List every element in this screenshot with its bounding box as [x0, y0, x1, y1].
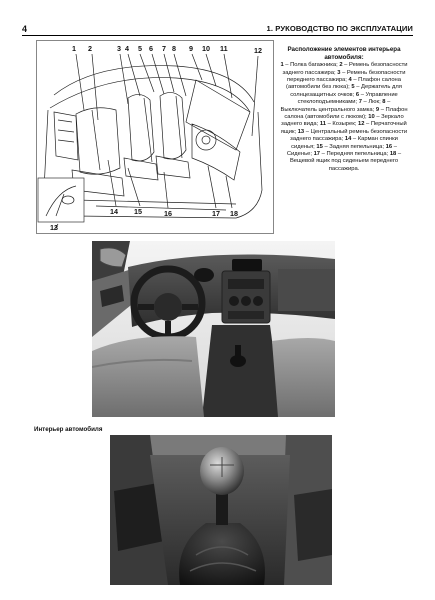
interior-caption: Интерьер автомобиля	[34, 426, 103, 433]
callout-label: 3	[117, 44, 121, 53]
callout-label: 13	[50, 223, 58, 232]
gear-shifter-photo	[110, 435, 332, 585]
dashboard-photo	[92, 241, 335, 417]
callout-label: 8	[172, 44, 176, 53]
legend-item-text: – Ремень безопасности переднего пассажира;	[287, 69, 406, 83]
callout-label: 9	[189, 44, 193, 53]
legend-item-text: – Плафон салона (автомобили без люка);	[286, 77, 401, 91]
legend-item-number: 15	[316, 143, 323, 150]
legend-item-text: – Сиденье;	[286, 143, 397, 158]
callout-label: 15	[134, 207, 142, 216]
header-rule	[22, 35, 413, 36]
legend-item-number: 3	[337, 69, 341, 76]
callout-label: 10	[202, 44, 210, 53]
callout-label: 18	[230, 209, 238, 218]
legend-item-number: 11	[319, 121, 326, 128]
legend-item-text: – Вещевой ящик под сиденьем переднего пассажира.	[289, 151, 402, 172]
legend-item-number: 5	[351, 84, 355, 91]
interior-diagram-drawing	[36, 40, 274, 234]
legend-item-text: – Зеркало заднего вида;	[281, 114, 404, 128]
legend-item-number: 2	[339, 62, 343, 69]
page-number: 4	[22, 24, 28, 34]
legend-item-number: 4	[348, 77, 352, 83]
legend-item-number: 1	[280, 62, 284, 69]
legend-item-text: – Карман спинки сиденья;	[291, 136, 398, 150]
legend-item-text: – Люк;	[361, 99, 383, 106]
callout-label: 17	[212, 209, 220, 218]
legend-item-number: 7	[358, 99, 362, 106]
legend-item-number: 16	[385, 143, 393, 150]
legend-caption	[279, 46, 409, 173]
callout-label: 11	[220, 44, 228, 53]
callout-label: 6	[149, 44, 153, 53]
callout-label: 1	[72, 44, 76, 53]
legend-item-number: 9	[375, 106, 380, 113]
section-title: 1. РУКОВОДСТВО ПО ЭКСПЛУАТАЦИИ	[266, 24, 413, 33]
legend-item-number: 14	[344, 136, 352, 143]
legend-text	[279, 62, 409, 173]
legend-item-number: 12	[357, 121, 365, 128]
legend-item-number: 8	[382, 99, 386, 106]
callout-label: 16	[164, 209, 172, 218]
legend-item-text: – Полка багажника;	[283, 62, 340, 69]
legend-item-text: – Перчаточный ящик;	[280, 121, 407, 135]
legend-item-text: – Выключатель центрального замка;	[280, 99, 391, 113]
dashboard-photo-drawing	[92, 241, 335, 417]
legend-item-text: – Плафон салона (автомобили с люком);	[284, 106, 408, 121]
legend-item-text: – Козырек;	[325, 121, 358, 128]
callout-label: 12	[254, 46, 262, 55]
legend-item-text: – Задняя пепельница;	[322, 143, 386, 150]
legend-item-text: – Передняя пепельница;	[320, 151, 390, 158]
callout-label: 4	[125, 44, 129, 53]
gear-shifter-drawing	[110, 435, 332, 585]
legend-item-number: 10	[368, 114, 375, 121]
legend-item-text: – Центральный ремень безопасности заднего пассажира;	[290, 128, 408, 143]
legend-item-text: – Ремень безопасности заднего пассажира;	[282, 62, 408, 76]
legend-item-number: 17	[313, 151, 321, 158]
callout-label: 14	[110, 207, 118, 216]
diagram-linework	[37, 41, 274, 234]
legend-title: Расположение элементов интерьера автомобиля:	[287, 46, 401, 61]
callout-label: 2	[88, 44, 92, 53]
interior-diagram	[36, 40, 274, 234]
callout-label: 5	[138, 44, 142, 53]
legend-item-number: 13	[297, 128, 305, 135]
legend-item-text: – Управление стеклоподъемниками;	[297, 91, 398, 106]
legend-item-number: 18	[389, 151, 397, 158]
legend-item-text: – Держатель для солнцезащитных очков;	[290, 84, 402, 98]
callout-label: 7	[162, 44, 166, 53]
legend-item-number: 6	[355, 91, 360, 98]
